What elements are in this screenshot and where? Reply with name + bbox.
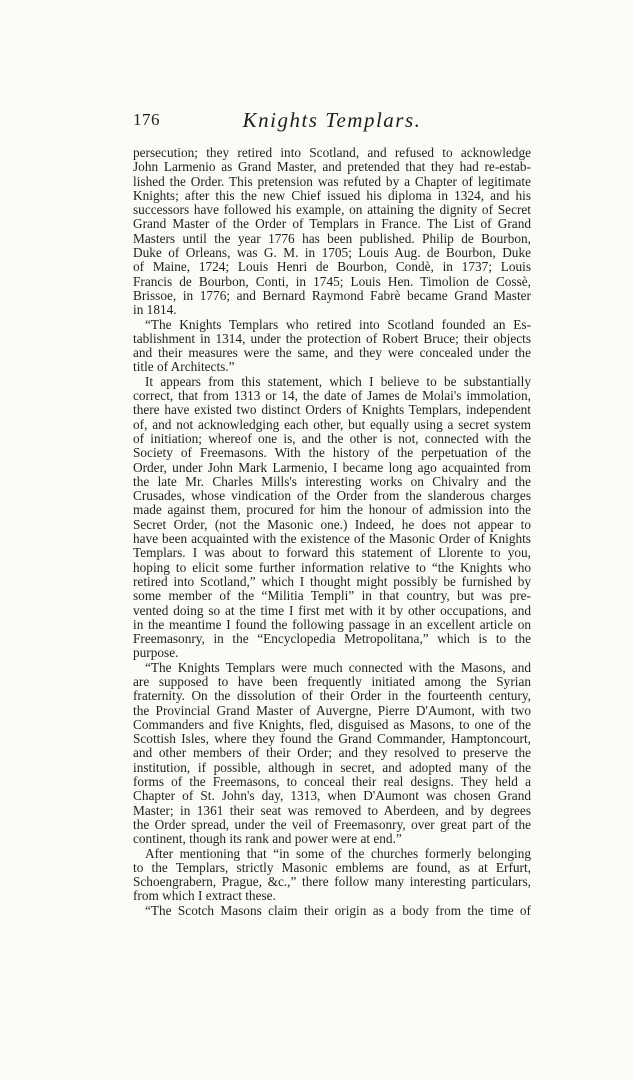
text-line: persecution; they retired into Scotland, and refused to acknowledge — [133, 145, 531, 160]
running-head — [133, 108, 531, 136]
text-line: retired into Scotland,” which I thought might possibly be furnished by — [133, 573, 531, 589]
text-line: Scottish Isles, where they found the Grand Commander, Hamptoncourt, — [133, 731, 531, 747]
text-line: some member of the “Militia Templi” in that country, but was pre- — [133, 588, 531, 604]
text-line: in the meantime I found the following passage in an excellent article on — [133, 616, 531, 632]
text-line: Masters until the year 1776 has been published. Philip de Bourbon, — [133, 230, 531, 246]
text-line: in 1814. — [133, 302, 177, 318]
text-line: correct, that from 1313 or 14, the date of James de Molai's immolation, — [133, 388, 531, 404]
text-line: to the Templars, strictly Masonic emblems are found, as at Erfurt, — [133, 859, 531, 875]
text-line: of initiation; whereof one is, and the other is not, connected with the — [133, 430, 531, 446]
text-line: of, and not acknowledging each other, but equally using a secret system — [133, 416, 531, 432]
text-line: continent, though its rank and power were at end.” — [133, 831, 402, 847]
text-line: have been acquainted with the existence of the Masonic Order of Knights — [133, 531, 531, 547]
text-line: Crusades, whose vindication of the Order from the slanderous charges — [133, 488, 531, 504]
running-title: Knights Templars. — [242, 108, 422, 132]
text-line: institution, if possible, although in secret, and adopted many of the — [133, 759, 531, 775]
text-line: made against them, procured for him the honour of admission into the — [133, 502, 531, 518]
text-line: the late Mr. Charles Mills's interesting works on Chivalry and the — [133, 473, 531, 489]
text-line: and their measures were the same, and they were concealed under the — [133, 345, 531, 361]
text-line: purpose. — [133, 645, 179, 661]
text-line: the Provincial Grand Master of Auvergne, Pierre D'Aumont, with two — [133, 702, 531, 718]
text-line: tablishment in 1314, under the protection of Robert Bruce; their objects — [133, 330, 531, 346]
text-line: Duke of Orleans, was G. M. in 1705; Louis Aug. de Bourbon, Duke — [133, 245, 531, 261]
text-line: Commanders and five Knights, fled, disguised as Masons, to one of the — [133, 716, 531, 732]
text-line: Brissoe, in 1776; and Bernard Raymond Fabrè became Grand Master — [133, 287, 531, 303]
text-line: there have existed two distinct Orders of Knights Templars, independent — [133, 402, 531, 418]
text-line: Master; in 1361 their seat was removed to Aberdeen, and by degrees — [133, 802, 531, 818]
text-line: hoping to elicit some further information relative to “the Knights who — [133, 559, 531, 575]
text-line: forms of the Freemasons, to conceal their real designs. They held a — [133, 774, 531, 790]
text-line: Templars. I was about to forward this statement of Llorente to you, — [133, 545, 531, 561]
text-line: the Order spread, under the veil of Freemasonry, over great part of the — [133, 816, 531, 832]
text-line: Order, under John Mark Larmenio, I became long ago acquainted from — [133, 459, 531, 475]
text-line: Society of Freemasons. With the history of the perpetuation of the — [133, 445, 531, 461]
text-line: Knights; after this the new Chief issued his diploma in 1324, and his — [133, 187, 531, 203]
text-line: Freemasonry, in the “Encyclopedia Metropolitana,” which is to the — [133, 631, 531, 647]
text-line: Francis de Bourbon, Conti, in 1745; Louis Hen. Timolion de Cossè, — [133, 273, 531, 289]
text-line: John Larmenio as Grand Master, and pretended that they had re-estab- — [133, 159, 531, 175]
body-text — [133, 146, 531, 918]
text-line: from which I extract these. — [133, 888, 276, 904]
text-line: Secret Order, (not the Masonic one.) Indeed, he does not appear to — [133, 516, 531, 532]
text-line: After mentioning that “in some of the churches formerly belonging — [145, 845, 531, 861]
page-number: 176 — [133, 110, 160, 129]
text-line: and other members of their Order; and they resolved to preserve the — [133, 745, 531, 761]
text-line: “The Scotch Masons claim their origin as a body from the time of — [145, 902, 531, 918]
text-line: fraternity. On the dissolution of their Order in the fourteenth century, — [133, 688, 531, 704]
text-line: title of Architects.” — [133, 359, 235, 375]
text-line: vented doing so at the time I first met with it by other occupations, and — [133, 602, 531, 618]
text-line: successors have followed his example, on attaining the dignity of Secret — [133, 202, 531, 218]
text-line: “The Knights Templars were much connected with the Masons, and — [145, 659, 531, 675]
text-line: are supposed to have been frequently initiated among the Syrian — [133, 673, 531, 689]
text-line: Grand Master of the Order of Templars in France. The List of Grand — [133, 216, 531, 232]
text-line: It appears from this statement, which I believe to be substantially — [145, 373, 531, 389]
text-line: lished the Order. This pretension was refuted by a Chapter of legitimate — [133, 173, 531, 189]
text-line: “The Knights Templars who retired into Scotland founded an Es- — [145, 316, 531, 332]
text-line: of Maine, 1724; Louis Henri de Bourbon, Condè, in 1737; Louis — [133, 259, 531, 275]
text-line: Chapter of St. John's day, 1313, when D'Aumont was chosen Grand — [133, 788, 531, 804]
text-line: Schoengrabern, Prague, &c.,” there follow many interesting particulars, — [133, 874, 531, 890]
